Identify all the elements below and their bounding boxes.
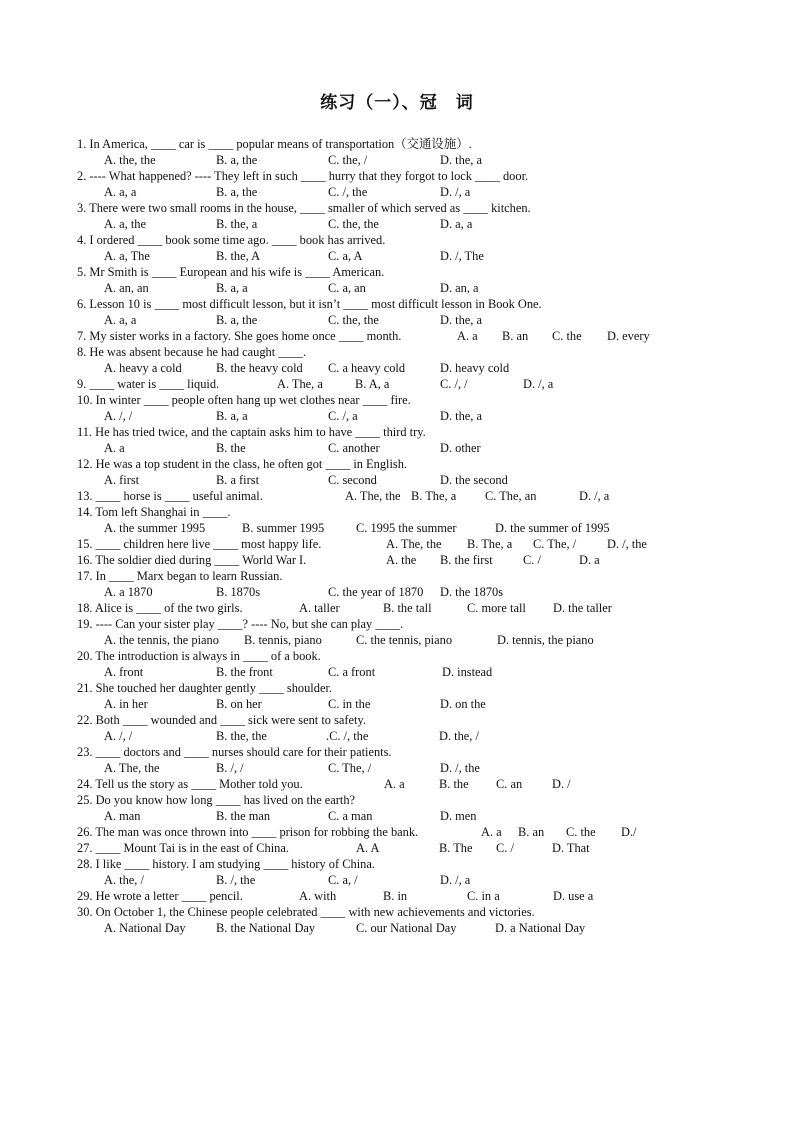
answer-option: B. tennis, piano [244, 633, 322, 647]
question-16 [77, 552, 717, 568]
question-10-options [77, 408, 717, 424]
question-stem: 21. She touched her daughter gently ____ shoulder. [77, 681, 332, 695]
question-stem: 25. Do you know how long ____ has lived on the earth? [77, 793, 356, 807]
answer-option: A. a [457, 329, 478, 343]
question-stem: 24. Tell us the story as ____ Mother told you. [77, 777, 303, 791]
question-4-options [77, 248, 717, 264]
question-21 [77, 680, 717, 696]
answer-option: D. the, / [439, 729, 479, 743]
answer-option: A. the summer 1995 [104, 521, 206, 535]
answer-option: B. the [216, 441, 246, 455]
answer-option: D. a [579, 553, 600, 567]
answer-option: D. /, the [440, 761, 480, 775]
answer-option: A. the, / [104, 873, 144, 887]
answer-option: B. The, a [411, 489, 457, 503]
answer-option: B. the first [440, 553, 493, 567]
question-17 [77, 568, 717, 584]
answer-option: B. in [383, 889, 408, 903]
answer-option: D. That [552, 841, 590, 855]
question-14 [77, 504, 717, 520]
question-stem: 5. Mr Smith is ____ European and his wife is ____ American. [77, 265, 385, 279]
answer-option: C. /, a [328, 409, 358, 423]
question-13 [77, 488, 717, 504]
question-23 [77, 744, 717, 760]
answer-option: C. The, an [485, 489, 537, 503]
answer-option: A. The, the [104, 761, 160, 775]
answer-option: B. 1870s [216, 585, 261, 599]
answer-option: D. an, a [440, 281, 479, 295]
question-stem: 1. In America, ____ car is ____ popular means of transportation（交通设施）. [77, 137, 472, 151]
answer-option: C. /, the [328, 185, 368, 199]
answer-option: D. the, a [440, 153, 482, 167]
answer-option: B. the National Day [216, 921, 316, 935]
answer-option: D. a National Day [495, 921, 586, 935]
answer-option: C. a, A [328, 249, 363, 263]
answer-option: D. /, a [579, 489, 610, 503]
question-18 [77, 600, 717, 616]
answer-option: B. the tall [383, 601, 432, 615]
question-27 [77, 840, 717, 856]
question-20 [77, 648, 717, 664]
answer-option: C. 1995 the summer [356, 521, 457, 535]
answer-option: A. The, a [277, 377, 323, 391]
answer-option: D. the 1870s [440, 585, 503, 599]
answer-option: C. in a [467, 889, 500, 903]
answer-option: D. /, the [607, 537, 647, 551]
answer-option: C. The, / [328, 761, 372, 775]
question-23-options [77, 760, 717, 776]
answer-option: A. The, the [386, 537, 442, 551]
question-30 [77, 904, 717, 920]
answer-option: C. The, / [533, 537, 577, 551]
answer-option: A. the, the [104, 153, 156, 167]
question-stem: 15. ____ children here live ____ most happy life. [77, 537, 322, 551]
answer-option: C. / [523, 553, 541, 567]
answer-option: A. an, an [104, 281, 149, 295]
answer-option: B. a, a [216, 281, 248, 295]
answer-option: D. / [552, 777, 571, 791]
answer-option: C. the [552, 329, 582, 343]
question-stem: 17. In ____ Marx began to learn Russian. [77, 569, 283, 583]
question-stem: 3. There were two small rooms in the house, ____ smaller of which served as ____ kitchen. [77, 201, 531, 215]
question-stem: 14. Tom left Shanghai in ____. [77, 505, 231, 519]
answer-option: B. a, a [216, 409, 248, 423]
question-6 [77, 296, 717, 312]
answer-option: B. on her [216, 697, 262, 711]
question-stem: 29. He wrote a letter ____ pencil. [77, 889, 243, 903]
question-1-options [77, 152, 717, 168]
answer-option: C. second [328, 473, 377, 487]
answer-option: D. use a [553, 889, 594, 903]
answer-option: C. another [328, 441, 380, 455]
question-26 [77, 824, 717, 840]
question-stem: 19. ---- Can your sister play ____? ---- No, but she can play ____. [77, 617, 404, 631]
answer-option: C. our National Day [356, 921, 457, 935]
question-24 [77, 776, 717, 792]
question-stem: 26. The man was once thrown into ____ prison for robbing the bank. [77, 825, 419, 839]
question-14-options [77, 520, 717, 536]
question-17-options [77, 584, 717, 600]
answer-option: D. the summer of 1995 [495, 521, 610, 535]
answer-option: B. a, the [216, 153, 258, 167]
question-2-options [77, 184, 717, 200]
answer-option: A. the tennis, the piano [104, 633, 219, 647]
question-1 [77, 136, 717, 152]
question-stem: 13. ____ horse is ____ useful animal. [77, 489, 263, 503]
answer-option: B. the heavy cold [216, 361, 303, 375]
answer-option: A. a, a [104, 185, 137, 199]
answer-option: D. on the [440, 697, 486, 711]
question-stem: 2. ---- What happened? ---- They left in such ____ hurry that they forgot to lock ____ door. [77, 169, 529, 183]
question-stem: 11. He has tried twice, and the captain asks him to have ____ third try. [77, 425, 426, 439]
answer-option: B. summer 1995 [242, 521, 325, 535]
answer-option: A. a, The [104, 249, 150, 263]
question-stem: 4. I ordered ____ book some time ago. ____ book has arrived. [77, 233, 386, 247]
answer-option: C. the, / [328, 153, 368, 167]
answer-option: C. the [566, 825, 596, 839]
answer-option: C. a, / [328, 873, 358, 887]
answer-option: D. instead [442, 665, 493, 679]
question-25 [77, 792, 717, 808]
answer-option: C. a man [328, 809, 373, 823]
answer-option: B. The, a [467, 537, 513, 551]
answer-option: A. a [104, 441, 125, 455]
answer-option: D. every [607, 329, 650, 343]
question-11-options [77, 440, 717, 456]
question-7 [77, 328, 717, 344]
answer-option: D./ [621, 825, 637, 839]
question-11 [77, 424, 717, 440]
answer-option: A. a, a [104, 313, 137, 327]
answer-option: A. The, the [345, 489, 401, 503]
question-2 [77, 168, 717, 184]
answer-option: B. /, / [216, 761, 244, 775]
question-29 [77, 888, 717, 904]
answer-option: C. /, / [440, 377, 468, 391]
answer-option: C. an [496, 777, 523, 791]
question-15 [77, 536, 717, 552]
question-3-options [77, 216, 717, 232]
question-stem: 7. My sister works in a factory. She goes home once ____ month. [77, 329, 402, 343]
question-8-options [77, 360, 717, 376]
question-stem: 16. The soldier died during ____ World War I. [77, 553, 307, 567]
page-title: 练习（一）、冠 词 [320, 93, 474, 113]
answer-option: A. taller [299, 601, 340, 615]
answer-option: A. /, / [104, 729, 133, 743]
question-3 [77, 200, 717, 216]
question-12-options [77, 472, 717, 488]
question-19-options [77, 632, 717, 648]
question-stem: 30. On October 1, the Chinese people celebrated ____ with new achievements and victories. [77, 905, 535, 919]
question-list [77, 136, 717, 936]
answer-option: D. heavy cold [440, 361, 510, 375]
answer-option: A. a [481, 825, 502, 839]
answer-option: D. /, a [440, 185, 471, 199]
answer-option: A. in her [104, 697, 148, 711]
answer-option: B. The [439, 841, 473, 855]
question-stem: 22. Both ____ wounded and ____ sick were sent to safety. [77, 713, 366, 727]
answer-option: B. an [518, 825, 545, 839]
question-30-options [77, 920, 717, 936]
question-12 [77, 456, 717, 472]
answer-option: A. a 1870 [104, 585, 153, 599]
question-21-options [77, 696, 717, 712]
answer-option: A. A [356, 841, 380, 855]
answer-option: B. a, the [216, 313, 258, 327]
answer-option: C. in the [328, 697, 371, 711]
answer-option: C. the tennis, piano [356, 633, 453, 647]
answer-option: D. the taller [553, 601, 612, 615]
question-stem: 12. He was a top student in the class, he often got ____ in English. [77, 457, 408, 471]
question-20-options [77, 664, 717, 680]
answer-option: B. a, the [216, 185, 258, 199]
answer-option: D. the, a [440, 313, 482, 327]
question-22 [77, 712, 717, 728]
answer-option: B. an [502, 329, 529, 343]
question-stem: 9. ____ water is ____ liquid. [77, 377, 220, 391]
answer-option: C. the, the [328, 217, 379, 231]
question-stem: 10. In winter ____ people often hang up wet clothes near ____ fire. [77, 393, 411, 407]
answer-option: D. other [440, 441, 481, 455]
answer-option: D. men [440, 809, 477, 823]
question-stem: 18. Alice is ____ of the two girls. [77, 601, 243, 615]
answer-option: C. more tall [467, 601, 526, 615]
question-22-options [77, 728, 717, 744]
question-5 [77, 264, 717, 280]
answer-option: A. man [104, 809, 141, 823]
answer-option: D. a, a [440, 217, 473, 231]
question-10 [77, 392, 717, 408]
answer-option: B. a first [216, 473, 260, 487]
answer-option: A. a, the [104, 217, 146, 231]
answer-option: D. /, a [440, 873, 471, 887]
question-6-options [77, 312, 717, 328]
answer-option: C. a front [328, 665, 376, 679]
question-5-options [77, 280, 717, 296]
answer-option: .C. /, the [326, 729, 369, 743]
answer-option: B. the, a [216, 217, 258, 231]
answer-option: B. the front [216, 665, 273, 679]
answer-option: D. /, The [440, 249, 484, 263]
question-28 [77, 856, 717, 872]
answer-option: B. the man [216, 809, 271, 823]
answer-option: B. the [439, 777, 469, 791]
answer-option: A. with [299, 889, 337, 903]
answer-option: C. the, the [328, 313, 379, 327]
answer-option: B. the, A [216, 249, 261, 263]
answer-option: D. the second [440, 473, 508, 487]
question-stem: 8. He was absent because he had caught ____. [77, 345, 307, 359]
question-stem: 28. I like ____ history. I am studying ____ history of China. [77, 857, 375, 871]
question-4 [77, 232, 717, 248]
answer-option: A. the [386, 553, 417, 567]
answer-option: C. / [496, 841, 514, 855]
question-25-options [77, 808, 717, 824]
answer-option: A. front [104, 665, 144, 679]
answer-option: D. tennis, the piano [497, 633, 594, 647]
question-8 [77, 344, 717, 360]
question-stem: 27. ____ Mount Tai is in the east of China. [77, 841, 289, 855]
answer-option: A. heavy a cold [104, 361, 182, 375]
answer-option: D. the, a [440, 409, 482, 423]
question-stem: 20. The introduction is always in ____ of a book. [77, 649, 321, 663]
question-9 [77, 376, 717, 392]
answer-option: B. /, the [216, 873, 256, 887]
answer-option: B. A, a [355, 377, 390, 391]
answer-option: A. first [104, 473, 140, 487]
answer-option: A. /, / [104, 409, 133, 423]
answer-option: C. the year of 1870 [328, 585, 424, 599]
question-stem: 6. Lesson 10 is ____ most difficult lesson, but it isn’t ____ most difficult lesson in Book One. [77, 297, 542, 311]
answer-option: C. a, an [328, 281, 366, 295]
answer-option: B. the, the [216, 729, 267, 743]
question-28-options [77, 872, 717, 888]
question-stem: 23. ____ doctors and ____ nurses should care for their patients. [77, 745, 392, 759]
answer-option: A. National Day [104, 921, 186, 935]
question-19 [77, 616, 717, 632]
answer-option: D. /, a [523, 377, 554, 391]
answer-option: A. a [384, 777, 405, 791]
answer-option: C. a heavy cold [328, 361, 406, 375]
